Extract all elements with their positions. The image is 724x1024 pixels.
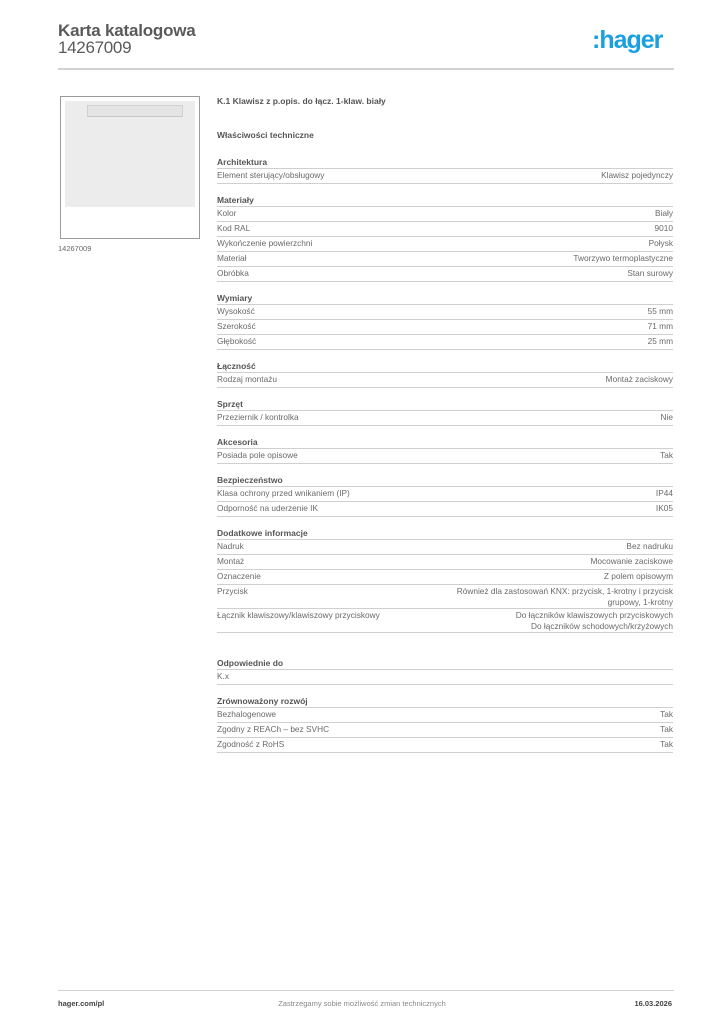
footer-date: 16.03.2026	[634, 999, 672, 1008]
section-akcesoria	[217, 436, 673, 464]
spec-row	[217, 305, 673, 320]
spec-row	[217, 555, 673, 570]
spec-label: Zgodność z RoHS	[217, 739, 285, 749]
spec-row	[217, 252, 673, 267]
product-image	[60, 96, 200, 239]
spec-label: Wysokość	[217, 306, 255, 316]
footer-website-link[interactable]: hager.com/pl	[58, 999, 105, 1008]
footer-disclaimer: Zastrzegamy sobie możliwość zmian technicznych	[278, 999, 446, 1008]
spec-label: Oznaczenie	[217, 571, 261, 581]
spec-label: Nadruk	[217, 541, 244, 551]
spec-row	[217, 708, 673, 723]
label-field-slot	[87, 105, 183, 117]
spec-label: Kod RAL	[217, 223, 251, 233]
spec-value: Nie	[660, 412, 673, 422]
spec-value: Montaż zaciskowy	[605, 374, 673, 384]
spec-row	[217, 570, 673, 585]
spec-value	[457, 586, 673, 608]
section-materialy	[217, 194, 673, 282]
section-heading: Wymiary	[217, 292, 673, 305]
spec-value: Tak	[660, 739, 673, 749]
spec-row	[217, 449, 673, 464]
spec-label: Element sterujący/obsługowy	[217, 170, 325, 180]
document-title: Karta katalogowa	[58, 21, 196, 40]
section-odpowiednie-do	[217, 657, 673, 685]
spec-label: Szerokość	[217, 321, 256, 331]
spec-content	[217, 96, 673, 763]
spec-value: Mocowanie zaciskowe	[590, 556, 673, 566]
spec-value: Tak	[660, 709, 673, 719]
spec-row	[217, 723, 673, 738]
section-heading: Akcesoria	[217, 436, 673, 449]
section-lacznosc	[217, 360, 673, 388]
spec-label: Rodzaj montażu	[217, 374, 277, 384]
hager-logo: :hager	[592, 26, 663, 54]
spec-row	[217, 335, 673, 350]
section-heading: Łączność	[217, 360, 673, 373]
section-bezpieczenstwo	[217, 474, 673, 517]
spec-label: Przycisk	[217, 586, 248, 596]
section-zrownowazony-rozwoj	[217, 695, 673, 753]
spec-value-line: grupowy, 1-krotny	[607, 597, 673, 607]
spec-label: Zgodny z REACh – bez SVHC	[217, 724, 330, 734]
spec-value: Tworzywo termoplastyczne	[573, 253, 673, 263]
spec-label: Wykończenie powierzchni	[217, 238, 313, 248]
spec-value: Biały	[655, 208, 673, 218]
spec-value-line: Do łączników klawiszowych przyciskowych	[515, 610, 673, 620]
spacer	[217, 643, 673, 657]
section-heading: Architektura	[217, 156, 673, 169]
spec-value: 25 mm	[647, 336, 673, 346]
spec-row	[217, 169, 673, 184]
spec-label: Materiał	[217, 253, 247, 263]
section-heading: Zrównoważony rozwój	[217, 695, 673, 708]
spec-value: IK05	[655, 503, 673, 513]
spec-label: Odporność na uderzenie IK	[217, 503, 319, 513]
spec-row	[217, 540, 673, 555]
spec-value-line: Do łączników schodowych/krzyżowych	[530, 621, 673, 631]
spec-row	[217, 411, 673, 426]
spec-row	[217, 738, 673, 753]
spec-row	[217, 502, 673, 517]
spec-label: Przeziernik / kontrolka	[217, 412, 299, 422]
spec-label: Obróbka	[217, 268, 249, 278]
spec-row	[217, 487, 673, 502]
spec-label: Montaż	[217, 556, 245, 566]
spec-value: IP44	[655, 488, 673, 498]
spec-value: Klawisz pojedynczy	[601, 170, 673, 180]
spec-label: Bezhalogenowe	[217, 709, 277, 719]
spec-value: Tak	[660, 724, 673, 734]
spec-value: Bez nadruku	[626, 541, 673, 551]
spec-value: Z polem opisowym	[603, 571, 673, 581]
section-wymiary	[217, 292, 673, 350]
spec-row	[217, 267, 673, 282]
product-name: K.1 Klawisz z p.opis. do łącz. 1-klaw. biały	[217, 96, 386, 106]
spec-label: Kolor	[217, 208, 237, 218]
technical-properties-title: Właściwości techniczne	[217, 130, 314, 140]
spec-label: Klasa ochrony przed wnikaniem (IP)	[217, 488, 350, 498]
footer-divider	[58, 990, 674, 991]
section-sprzet	[217, 398, 673, 426]
section-heading: Odpowiednie do	[217, 657, 673, 670]
spec-label: Posiada pole opisowe	[217, 450, 298, 460]
article-number: 14267009	[58, 38, 132, 57]
spec-value: Połysk	[648, 238, 673, 248]
spec-row	[217, 237, 673, 252]
spec-value	[516, 610, 673, 632]
spec-row	[217, 609, 673, 633]
spec-value: 9010	[654, 223, 673, 233]
spec-label: K.x	[217, 671, 229, 681]
section-architektura	[217, 156, 673, 184]
spec-value: 71 mm	[647, 321, 673, 331]
spec-label: Łącznik klawiszowy/klawiszowy przyciskowy	[217, 610, 380, 620]
header-divider	[58, 68, 674, 70]
product-image-caption: 14267009	[58, 244, 92, 253]
section-heading: Sprzęt	[217, 398, 673, 411]
spec-label: Głębokość	[217, 336, 257, 346]
spec-value: 55 mm	[647, 306, 673, 316]
product-image-key	[65, 101, 195, 207]
spec-row	[217, 207, 673, 222]
section-dodatkowe-informacje	[217, 527, 673, 633]
spec-row	[217, 222, 673, 237]
spec-row	[217, 585, 673, 609]
spec-value: Tak	[660, 450, 673, 460]
section-heading: Dodatkowe informacje	[217, 527, 673, 540]
spec-value-line: Również dla zastosowań KNX: przycisk, 1-krotny i przycisk	[456, 586, 673, 596]
spec-value: Stan surowy	[627, 268, 673, 278]
spec-row	[217, 373, 673, 388]
section-heading: Bezpieczeństwo	[217, 474, 673, 487]
section-heading: Materiały	[217, 194, 673, 207]
spec-row	[217, 320, 673, 335]
spec-row	[217, 670, 673, 685]
